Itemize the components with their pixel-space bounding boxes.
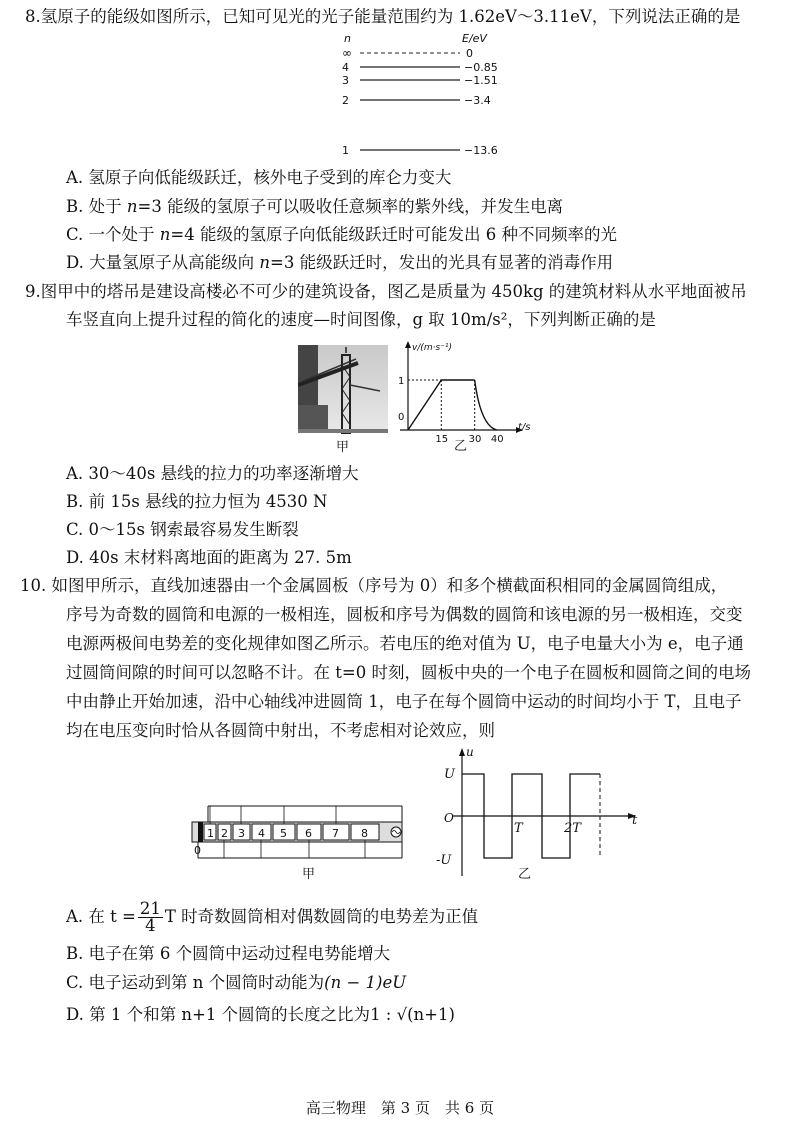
level-n-4: 4 — [342, 61, 349, 74]
u-axis-arrow — [459, 748, 465, 756]
u-negative-label: -U — [436, 853, 452, 868]
v-axis-label: v/(m·s⁻¹) — [412, 343, 453, 353]
level-e-inf: 0 — [466, 47, 473, 60]
level-n-inf: ∞ — [342, 46, 352, 60]
q9-option-b: B. 前 15s 悬线的拉力恒为 4530 N — [66, 492, 328, 511]
svg-text:5: 5 — [280, 827, 287, 840]
q8-option-b: B. 处于 n=3 能级的氢原子可以吸收任意频率的紫外线，并发生电离 — [66, 197, 564, 216]
origin-o-label: O — [444, 811, 454, 825]
tube-6 — [297, 824, 321, 840]
level-e-4: −0.85 — [464, 61, 498, 74]
level-e-3: −1.51 — [464, 74, 498, 87]
t-axis-wave-label: t — [632, 813, 638, 828]
q10-option-c: C. 电子运动到第 n 个圆筒时动能为(n − 1)eU — [66, 973, 407, 992]
x-tick-15: 15 — [435, 434, 449, 445]
level-n-1: 1 — [342, 144, 349, 157]
tube-8 — [351, 824, 379, 840]
tube-7 — [323, 824, 349, 840]
graph-label: 乙 — [454, 439, 468, 454]
velocity-time-graph — [378, 338, 538, 463]
y-tick-1: 1 — [398, 376, 405, 387]
tower-crane-photo — [298, 345, 390, 460]
u-axis-label: u — [466, 745, 474, 759]
e-axis-label: E/eV — [462, 32, 487, 45]
figure-a-label: 甲 — [302, 867, 316, 882]
photo-label: 甲 — [336, 440, 350, 455]
linear-accelerator-diagram — [190, 796, 420, 888]
n-axis-label: n — [344, 32, 351, 45]
t1-label: T — [514, 821, 523, 836]
tube-5 — [273, 824, 295, 840]
level-e-1: −13.6 — [464, 144, 498, 157]
q8-option-d: D. 大量氢原子从高能级向 n=3 能级跃迁时，发出的光具有显著的消毒作用 — [66, 253, 614, 272]
plate-label: 0 — [194, 844, 201, 857]
q10-stem-line6: 均在电压变向时恰从各圆筒中射出，不考虑相对论效应，则 — [66, 721, 495, 740]
q10-stem-line3: 电源两极间电势差的变化规律如图乙所示。若电压的绝对值为 U，电子电量大小为 e，电子通 — [66, 634, 744, 653]
q10-stem-line2: 序号为奇数的圆筒和电源的一极相连，圆板和序号为偶数的圆筒和该电源的另一极相连，交变 — [66, 605, 743, 624]
origin-label: 0 — [398, 412, 405, 423]
svg-text:3: 3 — [238, 827, 245, 840]
segment-accelerate — [408, 380, 441, 430]
q9-option-a: A. 30～40s 悬线的拉力的功率逐渐增大 — [66, 464, 359, 483]
q10-option-b: B. 电子在第 6 个圆筒中运动过程电势能增大 — [66, 944, 391, 963]
segment-decelerate — [475, 380, 497, 430]
q10-option-d: D. 第 1 个和第 n+1 个圆筒的长度之比为1 : √(n+1) — [66, 1005, 455, 1024]
svg-text:1: 1 — [207, 827, 214, 840]
svg-text:8: 8 — [361, 827, 368, 840]
q10-stem-line1: 10. 如图甲所示，直线加速器由一个金属圆板（序号为 0）和多个横截面积相同的金属圆筒组成， — [20, 576, 728, 595]
svg-text:7: 7 — [332, 827, 339, 840]
page-footer: 高三物理 第 3 页 共 6 页 — [305, 1099, 495, 1117]
q8-stem: 8.氢原子的能级如图所示，已知可见光的光子能量范围约为 1.62eV～3.11eV，下列说法正确的是 — [25, 7, 741, 26]
level-n-2: 2 — [342, 94, 349, 107]
q10-stem-line5: 中由静止开始加速，沿中心轴线冲进圆筒 1，电子在每个圆筒中运动的时间均小于 T，且电子 — [66, 692, 742, 711]
t2-label: 2T — [564, 821, 581, 836]
q9-option-d: D. 40s 末材料离地面的距离为 27. 5m — [66, 548, 352, 567]
vt-marks — [398, 376, 504, 445]
energy-level-diagram — [330, 30, 520, 160]
level-n-3: 3 — [342, 74, 349, 87]
q9-stem-line1: 9.图甲中的塔吊是建设高楼必不可少的建筑设备，图乙是质量为 450kg 的建筑材料从水平地面被吊 — [25, 282, 747, 301]
svg-text:2: 2 — [221, 827, 228, 840]
q8-option-c: C. 一个处于 n=4 能级的氢原子向低能级跃迁时可能发出 6 种不同频率的光 — [66, 225, 617, 244]
x-tick-30: 30 — [468, 434, 482, 445]
q8-option-a: A. 氢原子向低能级跃迁，核外电子受到的库仑力变大 — [66, 168, 452, 187]
level-e-2: −3.4 — [464, 94, 491, 107]
tube-4 — [252, 824, 271, 840]
q10-option-a: A. 在 t = $\frac{21}{4}$ T 时奇数圆筒相对偶数圆筒的电势差为正值 — [66, 899, 479, 935]
tube-3 — [233, 824, 250, 840]
q9-stem-line2: 车竖直向上提升过程的简化的速度—时间图像，g 取 10m/s²，下列判断正确的是 — [66, 310, 656, 329]
tube-2 — [218, 824, 231, 840]
q9-option-c: C. 0～15s 钢索最容易发生断裂 — [66, 520, 299, 539]
figure-b-label: 乙 — [518, 867, 532, 882]
svg-text:6: 6 — [305, 827, 312, 840]
voltage-square-wave-graph — [412, 744, 642, 882]
tube-1 — [204, 824, 216, 840]
u-positive-label: U — [444, 767, 455, 782]
fraction-21-4: $\frac{21}{4}$ — [139, 899, 161, 935]
t-axis-label: t/s — [518, 422, 531, 433]
metal-plate — [198, 822, 203, 842]
x-tick-40: 40 — [490, 434, 504, 445]
svg-text:4: 4 — [258, 827, 265, 840]
v-axis-arrow — [405, 341, 411, 348]
q10-stem-line4: 过圆筒间隙的时间可以忽略不计。在 t=0 时刻，圆板中央的一个电子在圆板和圆筒之间的电场 — [66, 663, 751, 682]
